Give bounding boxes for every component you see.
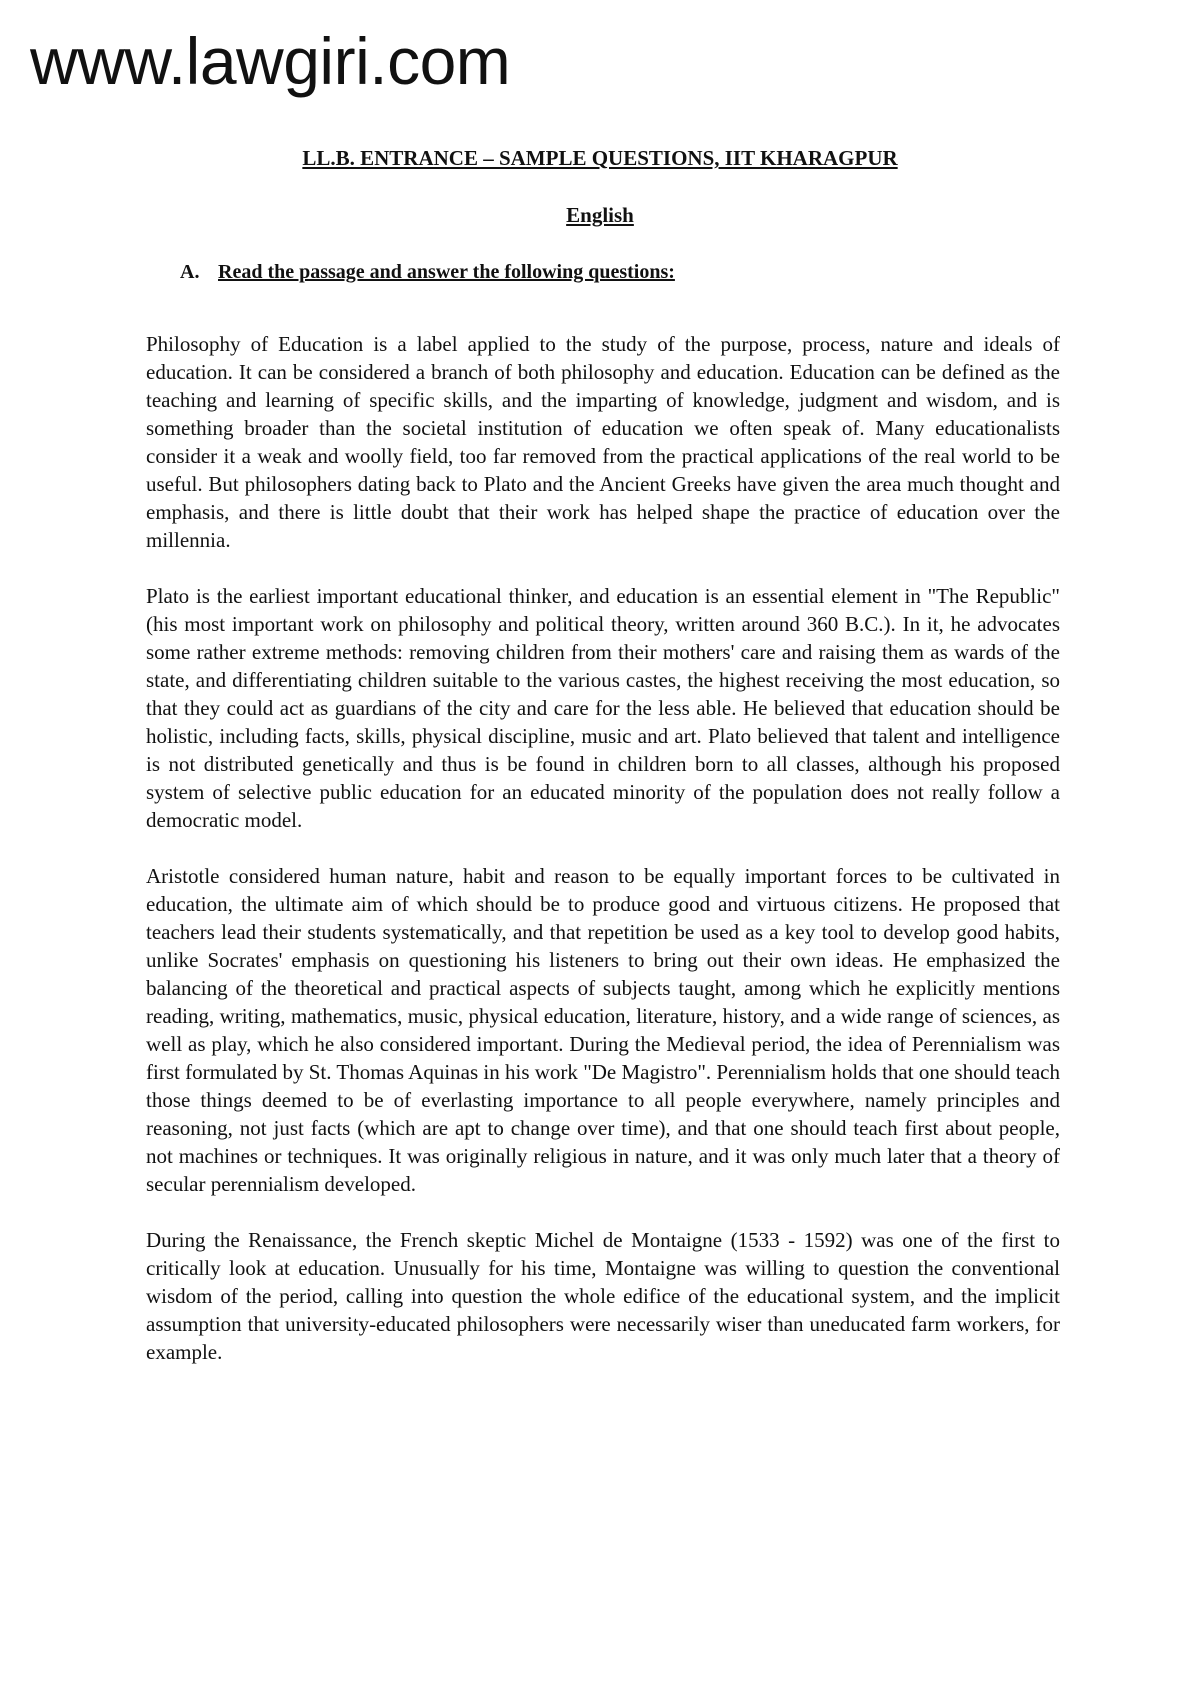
- passage-paragraph-3: Aristotle considered human nature, habit and reason to be equally important forces to be cultivated in education, the ultimate aim of which should be to produce good and virtuous citizens. He proposed that teachers lead their students systematically, and that repetition be used as a key tool to develop good habits, unlike Socrates' emphasis on questioning his listeners to bring out their own ideas. He emphasized the balancing of the theoretical and practical aspects of subjects taught, among which he explicitly mentions reading, writing, mathematics, music, physical education, literature, history, and a wide range of sciences, as well as play, which he also considered important. During the Medieval period, the idea of Perennialism was first formulated by St. Thomas Aquinas in his work "De Magistro". Perennialism holds that one should teach those things deemed to be of everlasting importance to all people everywhere, namely principles and reasoning, not just facts (which are apt to change over time), and that one should teach first about people, not machines or techniques. It was originally religious in nature, and it was only much later that a theory of secular perennialism developed.: [146, 864, 1060, 1196]
- section-instruction: Read the passage and answer the following questions:: [218, 261, 675, 283]
- section-marker: A.: [180, 261, 200, 283]
- section-heading: [180, 260, 675, 284]
- passage-paragraph-1: Philosophy of Education is a label applied to the study of the purpose, process, nature and ideals of education. It can be considered a branch of both philosophy and education. Education can be defined as the teaching and learning of specific skills, and the imparting of knowledge, judgment and wisdom, and is something broader than the societal institution of education we often speak of. Many educationalists consider it a weak and woolly field, too far removed from the practical applications of the real world to be useful. But philosophers dating back to Plato and the Ancient Greeks have given the area much thought and emphasis, and there is little doubt that their work has helped shape the practice of education over the millennia.: [146, 332, 1060, 552]
- subject-heading: English: [566, 203, 634, 227]
- passage-paragraph-4: During the Renaissance, the French skeptic Michel de Montaigne (1533 - 1592) was one of the first to critically look at education. Unusually for his time, Montaigne was willing to question the conventional wisdom of the period, calling into question the whole edifice of the educational system, and the implicit assumption that university-educated philosophers were necessarily wiser than uneducated farm workers, for example.: [146, 1228, 1060, 1364]
- passage-paragraph-2: Plato is the earliest important educational thinker, and education is an essential element in "The Republic" (his most important work on philosophy and political theory, written around 360 B.C.). In it, he advocates some rather extreme methods: removing children from their mothers' care and raising them as wards of the state, and differentiating children suitable to the various castes, the highest receiving the most education, so that they could act as guardians of the city and care for the less able. He believed that education should be holistic, including facts, skills, physical discipline, music and art. Plato believed that talent and intelligence is not distributed genetically and thus is be found in children born to all classes, although his proposed system of selective public education for an educated minority of the population does not really follow a democratic model.: [146, 584, 1060, 832]
- passage: [146, 330, 1060, 1394]
- site-watermark: www.lawgiri.com: [30, 24, 511, 98]
- document-title: LL.B. ENTRANCE – SAMPLE QUESTIONS, IIT KHARAGPUR: [302, 146, 898, 170]
